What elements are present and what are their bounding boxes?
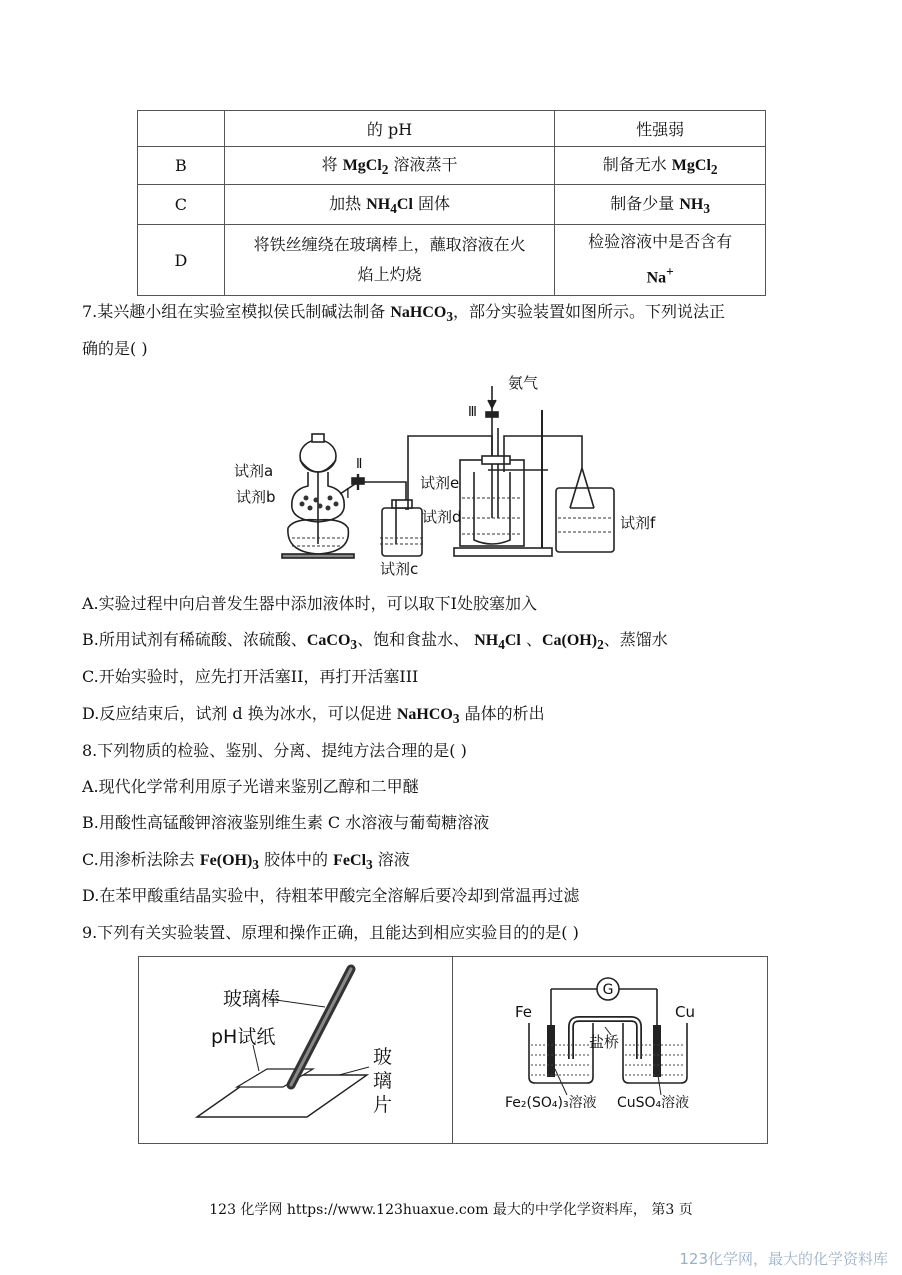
valve-iii	[486, 412, 498, 417]
table-row	[138, 185, 766, 225]
table-row	[138, 225, 766, 296]
ammonia-label: 氨气	[508, 374, 539, 392]
q7-option-d: D.反应结束后，试剂 d 换为冰水，可以促进 NaHCO$_3$ 晶体的析出	[82, 704, 545, 727]
kipp-base	[282, 554, 354, 558]
glass-rod-label: 玻璃棒	[223, 988, 281, 1010]
method-cell: 的 pH	[224, 111, 554, 147]
figure-divider	[452, 957, 453, 1143]
q8-option-a: A.现代化学常利用原子光谱来鉴别乙醇和二甲醚	[82, 777, 419, 796]
beaker-f	[556, 488, 614, 552]
q7-option-a: A.实验过程中向启普发生器中添加液体时，可以取下I处胶塞加入	[82, 594, 537, 613]
method-cell: 将 MgCl$_2$ 溶液蒸干	[224, 147, 554, 185]
q9-stem: 9.下列有关实验装置、原理和操作正确，且能达到相应实验目的的是( )	[82, 923, 579, 942]
q8-option-b: B.用酸性高锰酸钾溶液鉴别维生素 C 水溶液与葡萄糖溶液	[82, 813, 490, 832]
slide-label-3: 片	[373, 1094, 393, 1116]
kipp-liquid-line	[300, 460, 336, 472]
slide-label-2: 璃	[373, 1070, 393, 1092]
fe-electrode	[547, 1025, 555, 1077]
reagent-d-label: 试剂d	[422, 508, 462, 526]
salt-bridge-label: 盐桥	[589, 1033, 620, 1051]
options-table	[137, 110, 766, 296]
row-label	[138, 111, 225, 147]
row-label: B	[138, 147, 225, 185]
reagent-b-label: 试剂b	[236, 488, 276, 506]
q8-stem: 8.下列物质的检验、鉴别、分离、提纯方法合理的是( )	[82, 741, 467, 760]
table-row	[138, 111, 766, 147]
beaker-left	[529, 1023, 593, 1083]
paper-leader	[253, 1045, 259, 1071]
ph-paper-figure	[179, 963, 439, 1139]
hou-process-apparatus-diagram	[230, 368, 670, 580]
purpose-cell: 检验溶液中是否含有 Na+	[555, 225, 766, 296]
q7-option-b: B.所用试剂有稀硫酸、浓硫酸、CaCO$_3$、饱和食盐水、 $NH_4Cl$ 、$Ca(OH)_2$、蒸馏水	[82, 630, 668, 653]
row-label: C	[138, 185, 225, 225]
method-cell: 加热 $NH_4Cl$ 固体	[224, 185, 554, 225]
wash-bottle-c	[382, 508, 422, 556]
q7-stem: 7.某兴趣小组在实验室模拟侯氏制碱法制备 NaHCO$_3$，部分实验装置如图所示。下列说法正	[82, 302, 726, 325]
q8-option-c: C.用渗析法除去 $Fe(OH)_3$ 胶体中的 FeCl$_3$ 溶液	[82, 850, 410, 873]
watermark-text: 123化学网，最大的化学资料库	[679, 1250, 888, 1268]
reagent-c-label: 试剂c	[380, 560, 419, 578]
stand-base	[454, 548, 552, 556]
reagent-a-label: 试剂a	[234, 462, 274, 480]
reagent-f-label: 试剂f	[620, 514, 656, 532]
slide-leader	[339, 1067, 369, 1075]
ph-paper-label: pH试纸	[211, 1026, 276, 1048]
valve-i-label: I	[346, 487, 350, 502]
table-row	[138, 147, 766, 185]
purpose-cell: 制备少量 $NH_3$	[555, 185, 766, 225]
row-label: D	[138, 225, 225, 296]
kipp-stopper	[312, 434, 324, 442]
reagent-e-label: 试剂e	[420, 474, 460, 492]
wash-bottle-stopper	[392, 500, 412, 508]
left-solution-label: Fe₂(SO₄)₃溶液	[505, 1095, 597, 1111]
q7-option-c: C.开始实验时，应先打开活塞II，再打开活塞III	[82, 667, 419, 686]
page-footer: 123 化学网 https://www.123huaxue.com 最大的中学化学资料库， 第3 页	[209, 1202, 693, 1218]
valve-ii-label: Ⅱ	[356, 457, 363, 472]
fe-label: Fe	[515, 1003, 533, 1021]
galvanometer-label: G	[602, 982, 614, 998]
valve-iii-label: Ⅲ	[468, 405, 477, 420]
purpose-cell: 性强弱	[555, 111, 766, 147]
flask-stopper	[482, 456, 510, 464]
q9-figure-box	[138, 956, 768, 1144]
slide-label-1: 玻	[373, 1046, 393, 1068]
q8-option-d: D.在苯甲酸重结晶实验中，待粗苯甲酸完全溶解后要冷却到常温再过滤	[82, 886, 580, 905]
method-cell: 将铁丝缠绕在玻璃棒上，蘸取溶液在火 焰上灼烧	[224, 225, 554, 296]
valve-ii	[352, 478, 364, 484]
cu-label: Cu	[675, 1003, 695, 1021]
right-solution-label: CuSO₄溶液	[617, 1095, 690, 1111]
purpose-cell: 制备无水 MgCl$_2$	[555, 147, 766, 185]
ammonia-arrow-head	[488, 400, 496, 408]
q7-stem-line2: 确的是( )	[82, 339, 148, 358]
galvanic-cell-figure	[491, 965, 731, 1135]
